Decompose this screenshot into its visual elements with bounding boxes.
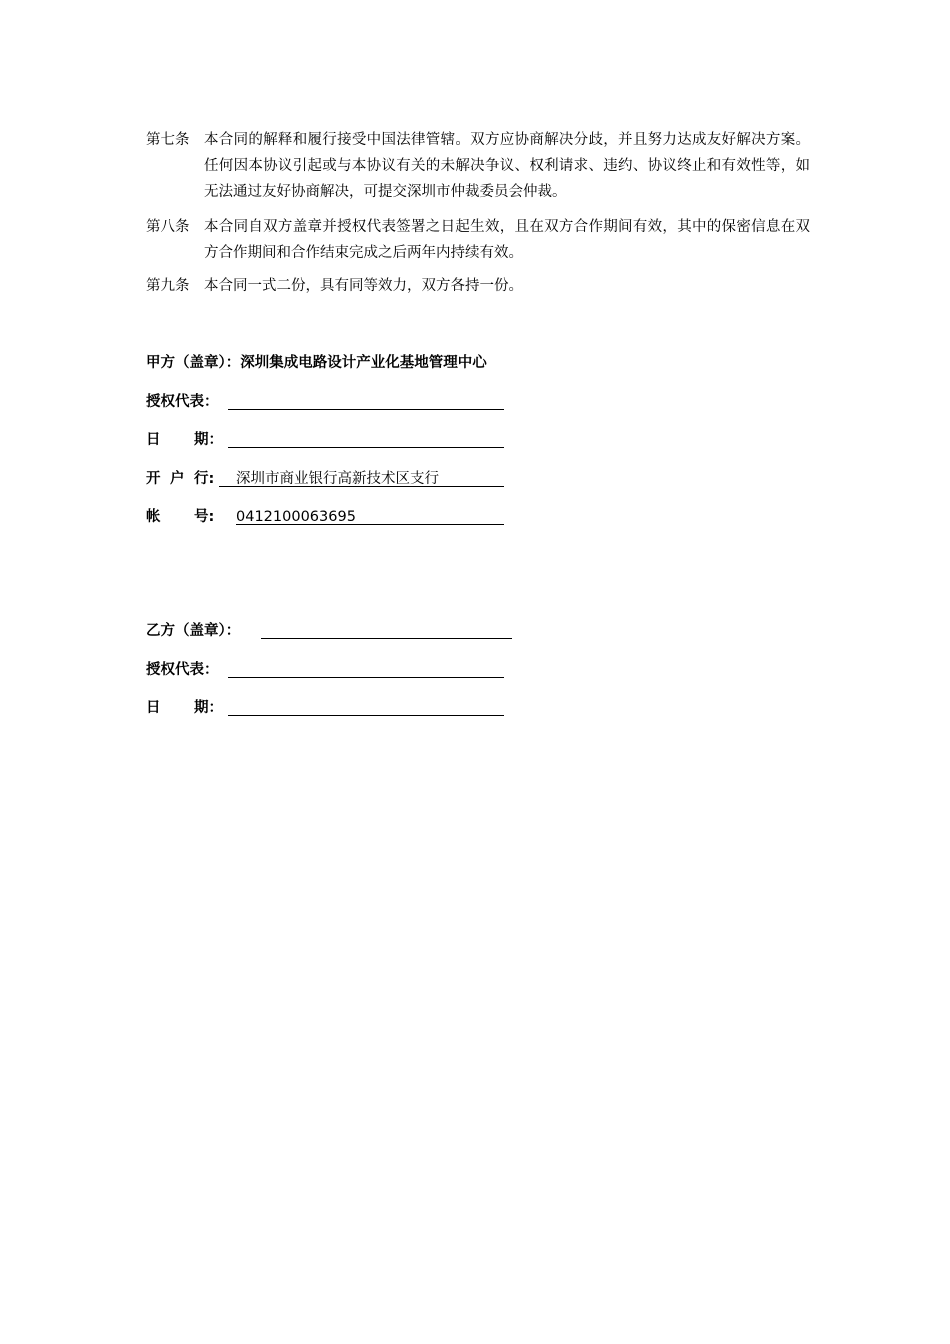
party-a-name: 深圳集成电路设计产业化基地管理中心 — [240, 355, 487, 371]
party-a-account-label-2: 号: — [194, 509, 215, 525]
party-b-date-row — [146, 698, 161, 718]
party-b-date-label-1: 日 — [146, 700, 161, 716]
party-b-rep-label: 授权代表： — [146, 662, 219, 678]
party-a-bank-value: 深圳市商业银行高新技术区支行 — [236, 471, 439, 487]
article-text: 本合同自双方盖章并授权代表签署之日起生效，且在双方合作期间有效，其中的保密信息在双方合作期间和合作结束完成之后两年内持续有效。 — [204, 219, 810, 261]
party-b-date-label-2: 期： — [194, 700, 223, 716]
article-number: 第八条 — [146, 219, 190, 235]
article-8 — [146, 214, 810, 266]
article-text: 本合同一式二份，具有同等效力，双方各持一份。 — [204, 278, 523, 294]
party-a-date-label-1: 日 — [146, 432, 161, 448]
party-a-bank-label-1: 开 — [146, 471, 161, 487]
party-a-seal-row — [146, 353, 487, 373]
party-a-bank-line — [219, 486, 504, 487]
article-number: 第七条 — [146, 132, 190, 148]
party-a-date-label-2: 期： — [194, 432, 223, 448]
article-7 — [146, 127, 810, 205]
article-text: 本合同的解释和履行接受中国法律管辖。双方应协商解决分歧，并且努力达成友好解决方案。任何因本协议引起或与本协议有关的未解决争议、权利请求、违约、协议终止和有效性等，如无法通过友好协商解决，可提交深圳市仲裁委员会仲裁。 — [204, 132, 810, 200]
party-a-bank-row-3 — [194, 469, 214, 489]
party-b-rep-signature-line[interactable] — [228, 677, 504, 678]
party-a-bank-row — [146, 469, 161, 489]
party-a-account-row-2 — [194, 507, 214, 527]
party-a-account-value: 0412100063695 — [236, 509, 356, 525]
party-a-bank-label-2: 户 — [170, 471, 185, 487]
party-a-rep-row — [146, 392, 219, 412]
article-number: 第九条 — [146, 278, 190, 294]
party-b-date-line[interactable] — [228, 715, 504, 716]
article-9 — [146, 273, 810, 299]
party-a-account-row — [146, 507, 161, 527]
party-b-date-row-2 — [194, 698, 223, 718]
party-a-bank-row-2 — [170, 469, 185, 489]
party-a-date-line[interactable] — [228, 447, 504, 448]
party-b-seal-row — [146, 621, 240, 641]
party-a-account-line — [236, 524, 504, 525]
party-a-rep-signature-line[interactable] — [228, 409, 504, 410]
party-a-account-label-1: 帐 — [146, 509, 161, 525]
party-a-seal-label: 甲方（盖章）： — [146, 355, 241, 371]
party-a-date-row — [146, 430, 161, 450]
party-b-seal-line[interactable] — [261, 638, 512, 639]
party-b-seal-label: 乙方（盖章）： — [146, 623, 241, 639]
party-b-rep-row — [146, 660, 219, 680]
party-a-rep-label: 授权代表： — [146, 394, 219, 410]
party-a-date-row-2 — [194, 430, 223, 450]
party-a-bank-label-3: 行: — [194, 471, 215, 487]
